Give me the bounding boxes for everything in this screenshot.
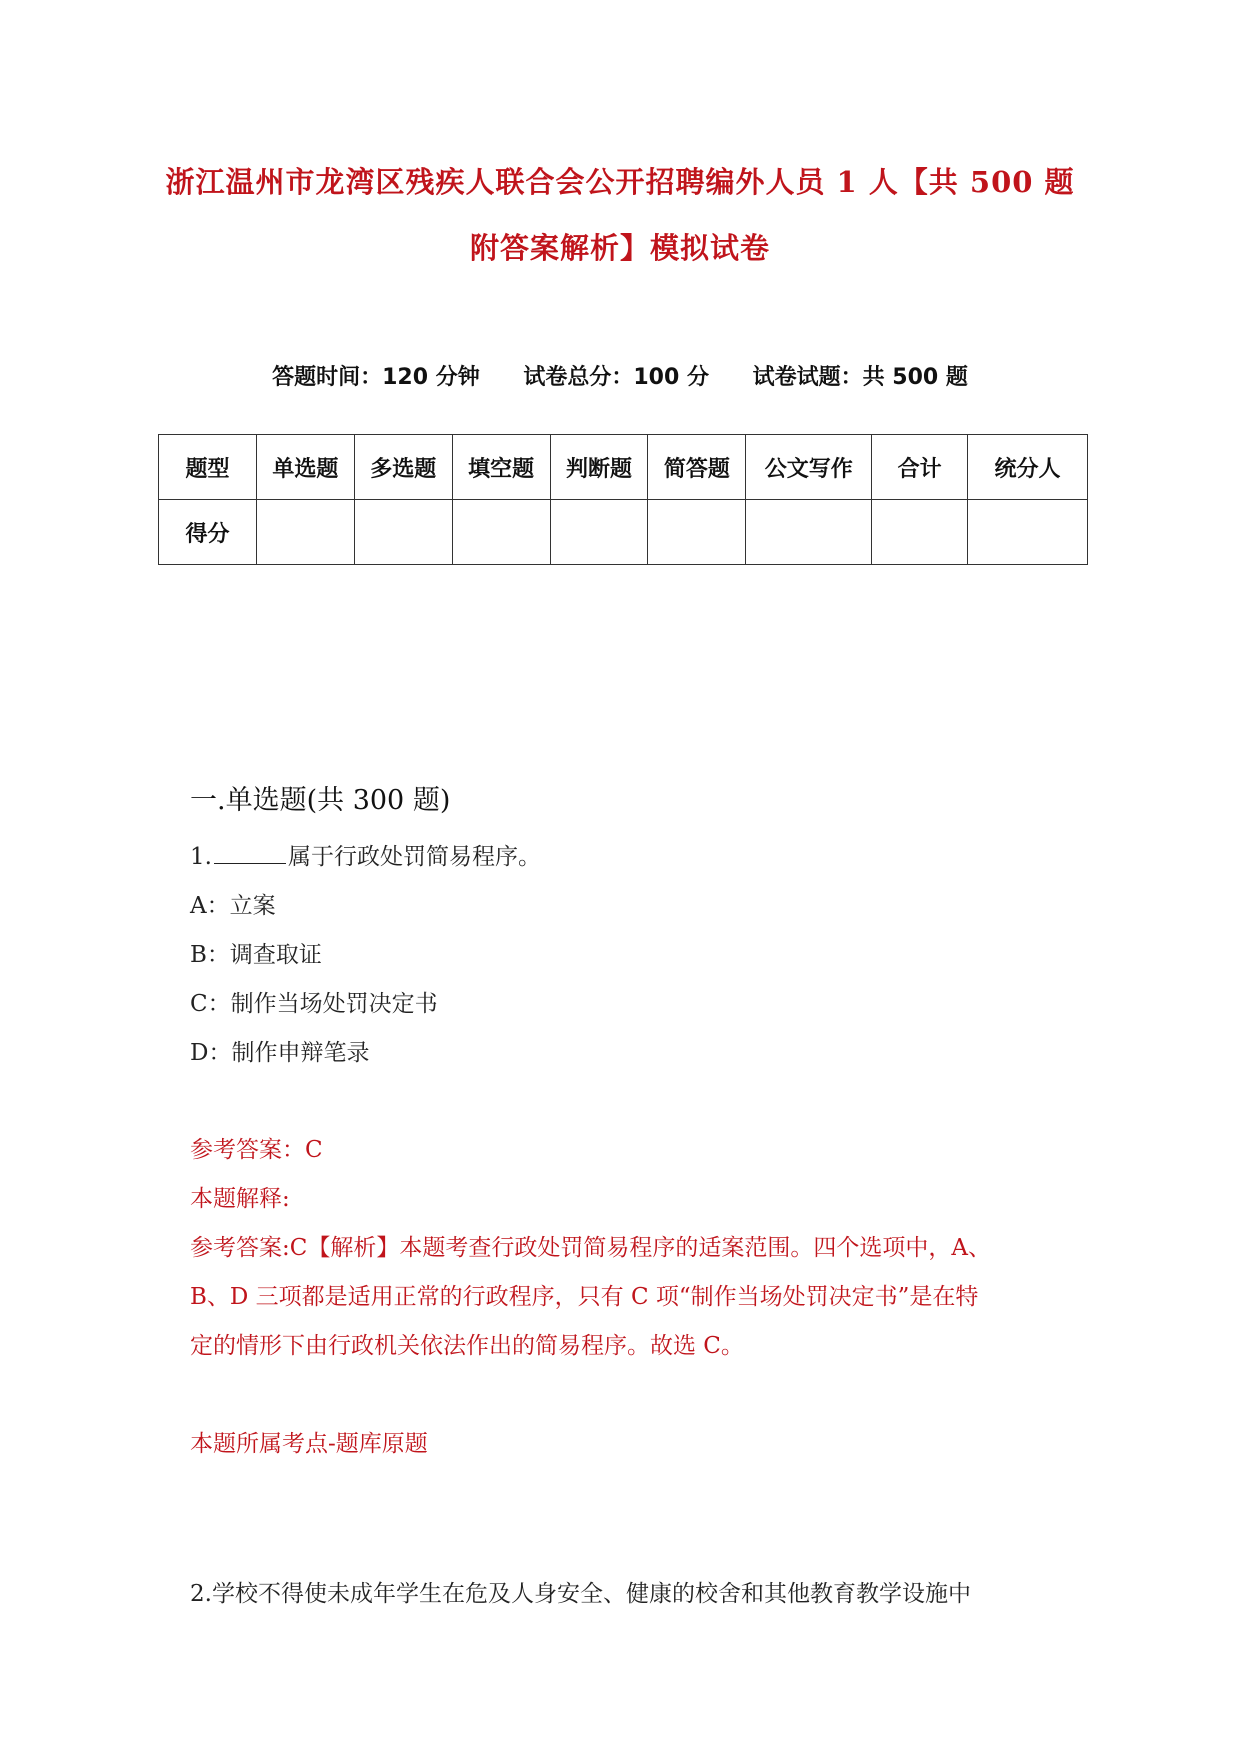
score-table — [158, 434, 1088, 565]
header-cell: 填空题 — [452, 435, 550, 500]
score-cell — [872, 500, 968, 565]
score-table-header-row — [159, 435, 1088, 500]
score-cell — [550, 500, 648, 565]
explanation-label: 本题解释: — [190, 1186, 290, 1212]
option-a: A：立案 — [190, 893, 276, 919]
header-cell: 公文写作 — [746, 435, 872, 500]
header-cell: 单选题 — [256, 435, 354, 500]
score-table-score-row — [159, 500, 1088, 565]
option-b: B：调查取证 — [190, 942, 322, 968]
header-cell: 统分人 — [968, 435, 1088, 500]
score-cell — [648, 500, 746, 565]
option-c: C：制作当场处罚决定书 — [190, 991, 438, 1017]
score-cell — [256, 500, 354, 565]
score-cell — [746, 500, 872, 565]
section-heading: 一.单选题(共 300 题) — [190, 785, 451, 816]
question-text: 属于行政处罚简易程序。 — [287, 844, 541, 870]
reference-answer: 参考答案：C — [190, 1137, 323, 1163]
row-label-cell: 得分 — [159, 500, 257, 565]
fill-blank — [214, 843, 286, 864]
document-title-line-1: 浙江温州市龙湾区残疾人联合会公开招聘编外人员 1 人【共 500 题 — [165, 165, 1075, 199]
option-d: D：制作申辩笔录 — [190, 1040, 370, 1066]
header-cell: 合计 — [872, 435, 968, 500]
header-cell: 多选题 — [354, 435, 452, 500]
exam-meta — [0, 360, 1240, 391]
explanation-line: 参考答案:C【解析】本题考查行政处罚简易程序的适案范围。四个选项中，A、 — [190, 1235, 991, 1261]
score-cell — [452, 500, 550, 565]
exam-time: 答题时间：120 分钟 — [272, 365, 480, 390]
question-1-stem — [190, 838, 541, 871]
header-cell: 简答题 — [648, 435, 746, 500]
explanation-line: B、D 三项都是适用正常的行政程序，只有 C 项“制作当场处罚决定书”是在特 — [190, 1284, 979, 1310]
score-cell — [354, 500, 452, 565]
score-cell — [968, 500, 1088, 565]
question-number: 1. — [190, 844, 212, 870]
document-title-line-2: 附答案解析】模拟试卷 — [469, 231, 770, 265]
exam-total-score: 试卷总分：100 分 — [523, 365, 709, 390]
header-cell: 题型 — [159, 435, 257, 500]
question-source: 本题所属考点-题库原题 — [190, 1431, 428, 1457]
explanation-line: 定的情形下由行政机关依法作出的简易程序。故选 C。 — [190, 1333, 744, 1359]
exam-question-count: 试卷试题：共 500 题 — [752, 365, 968, 390]
header-cell: 判断题 — [550, 435, 648, 500]
question-2-stem: 2.学校不得使未成年学生在危及人身安全、健康的校舍和其他教育教学设施中 — [190, 1581, 971, 1607]
